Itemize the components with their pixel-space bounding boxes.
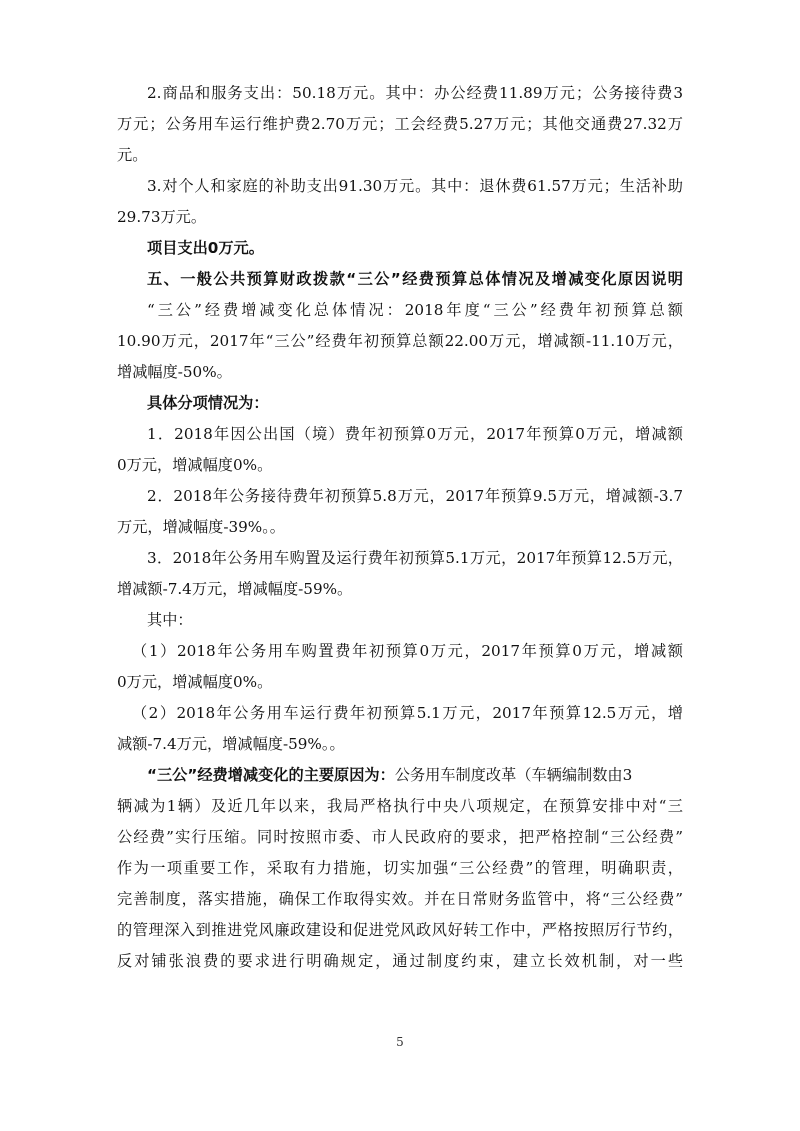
text-line: （2）2018年公务用车运行费年初预算5.1万元，2017年预算12.5万元，增 [132,704,683,722]
text-line: 辆减为1辆）及近几年以来，我局严格执行中央八项规定，在预算安排中对“三 [117,797,683,815]
text-line: 的管理深入到推进党风廉政建设和促进党风政风好转工作中，严格按照厉行节约， [117,921,683,939]
text-line: 0万元，增减幅度0%。 [117,456,273,474]
reason-heading: “三公”经费增减变化的主要原因为： [147,766,395,784]
text-line: （1）2018年公务用车购置费年初预算0万元，2017年预算0万元，增减额 [132,642,683,660]
text-line: 2．2018年公务接待费年初预算5.8万元，2017年预算9.5万元，增减额-3.7 [147,487,683,505]
text-line: “三公”经费增减变化总体情况：2018年度“三公”经费年初预算总额 [147,301,683,319]
text-line: 万元，增减幅度-39%。。 [117,518,285,536]
text-line: 减额-7.4万元，增减幅度-59%。。 [117,735,345,753]
text-line: 其中： [147,611,193,629]
section-heading: 五、一般公共预算财政拨款“三公”经费预算总体情况及增减变化原因说明 [147,270,683,288]
section-subheading: 项目支出0万元。 [147,239,264,257]
text-line: 公经费”实行压缩。同时按照市委、市人民政府的要求，把严格控制“三公经费” [117,828,683,846]
text-line: 3.对个人和家庭的补助支出91.30万元。其中：退休费61.57万元；生活补助 [147,177,683,195]
text-line: 0万元，增减幅度0%。 [117,673,273,691]
text-line: 万元；公务用车运行维护费2.70万元；工会经费5.27万元；其他交通费27.32万 [117,115,683,133]
page-number: 5 [396,1035,404,1049]
text-line: 完善制度，落实措施，确保工作取得实效。并在日常财务监管中，将“三公经费” [117,890,683,908]
text-line: 3．2018年公务用车购置及运行费年初预算5.1万元，2017年预算12.5万元， [147,549,683,567]
reason-text: 公务用车制度改革（车辆编制数由3 [394,766,633,784]
reason-paragraph-first-line [117,760,683,791]
text-line: 10.90万元，2017年“三公”经费年初预算总额22.00万元，增减额-11.10万元， [117,332,683,350]
document-body [117,78,683,977]
text-line: 反对铺张浪费的要求进行明确规定，通过制度约束，建立长效机制，对一些 [117,952,683,970]
text-line: 29.73万元。 [117,208,207,226]
text-line: 元。 [117,146,148,164]
text-line: 增减额-7.4万元，增减幅度-59%。 [117,580,353,598]
text-line: 2.商品和服务支出：50.18万元。其中：办公经费11.89万元；公务接待费3 [147,84,683,102]
text-line: 增减幅度-50%。 [117,363,232,381]
section-subheading: 具体分项情况为： [147,394,269,412]
text-line: 作为一项重要工作，采取有力措施，切实加强“三公经费”的管理，明确职责， [117,859,683,877]
text-line: 1．2018年因公出国（境）费年初预算0万元，2017年预算0万元，增减额 [147,425,683,443]
